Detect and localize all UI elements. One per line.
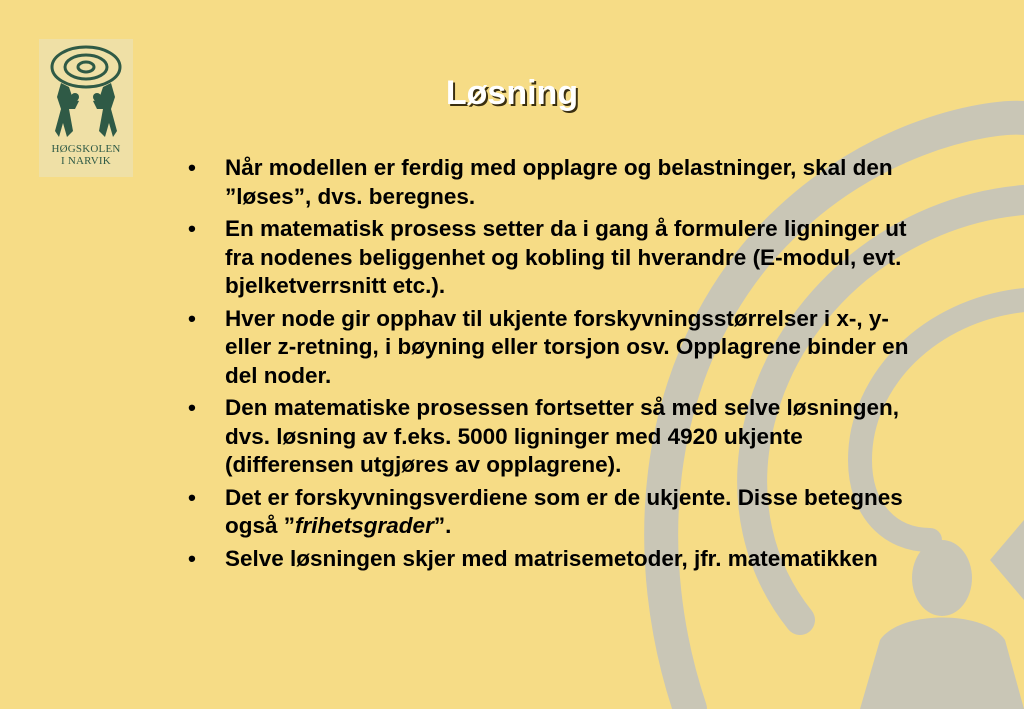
bullet-text: Hver node gir opphav til ukjente forskyvningsstørrelser i x-, y- eller z-retning, i bøyning eller torsjon osv. Opplagrene binder en del noder.: [225, 305, 909, 388]
bullet-text: Den matematiske prosessen fortsetter så med selve løsningen, dvs. løsning av f.eks. 5000 ligninger med 4920 ukjente (differensen utgjøres av opplagrene).: [225, 395, 900, 477]
bullet-icon: •: [188, 155, 196, 180]
bullet-item: [188, 154, 918, 211]
bullet-text: En matematisk prosess setter da i gang å formulere ligninger ut fra nodenes beliggenhet og kobling til hverandre (E-modul, evt. bjelketverrsnitt etc.).: [225, 216, 907, 298]
logo-text-line2: I NARVIK: [61, 155, 111, 167]
bullet-text-emphasis: frihetsgrader: [295, 513, 434, 538]
bullet-item: [188, 394, 918, 480]
bullet-icon: •: [188, 484, 196, 510]
slide-title: Løsning: [445, 74, 579, 112]
bullet-text-pre: Det er forskyvningsverdiene som er de ukjente. Disse betegnes også ”: [225, 484, 903, 538]
logo-text-line1: HØGSKOLEN: [51, 143, 121, 155]
bullet-text-post: ”.: [433, 513, 452, 538]
bullet-icon: •: [188, 216, 196, 241]
bullet-item: [188, 545, 918, 574]
bullet-item: [188, 215, 918, 301]
bullet-icon: •: [188, 545, 196, 571]
bullet-text: Selve løsningen skjer med matrisemetoder, jfr. matematikken: [225, 545, 878, 571]
bullet-text: Når modellen er ferdig med opplagre og belastninger, skal den ”løses”, dvs. beregnes.: [225, 155, 893, 209]
bullet-icon: •: [188, 305, 196, 331]
bullet-item: [188, 305, 918, 391]
bullet-icon: •: [188, 395, 196, 420]
bullet-list: [188, 154, 918, 577]
bullet-item: [188, 484, 918, 541]
